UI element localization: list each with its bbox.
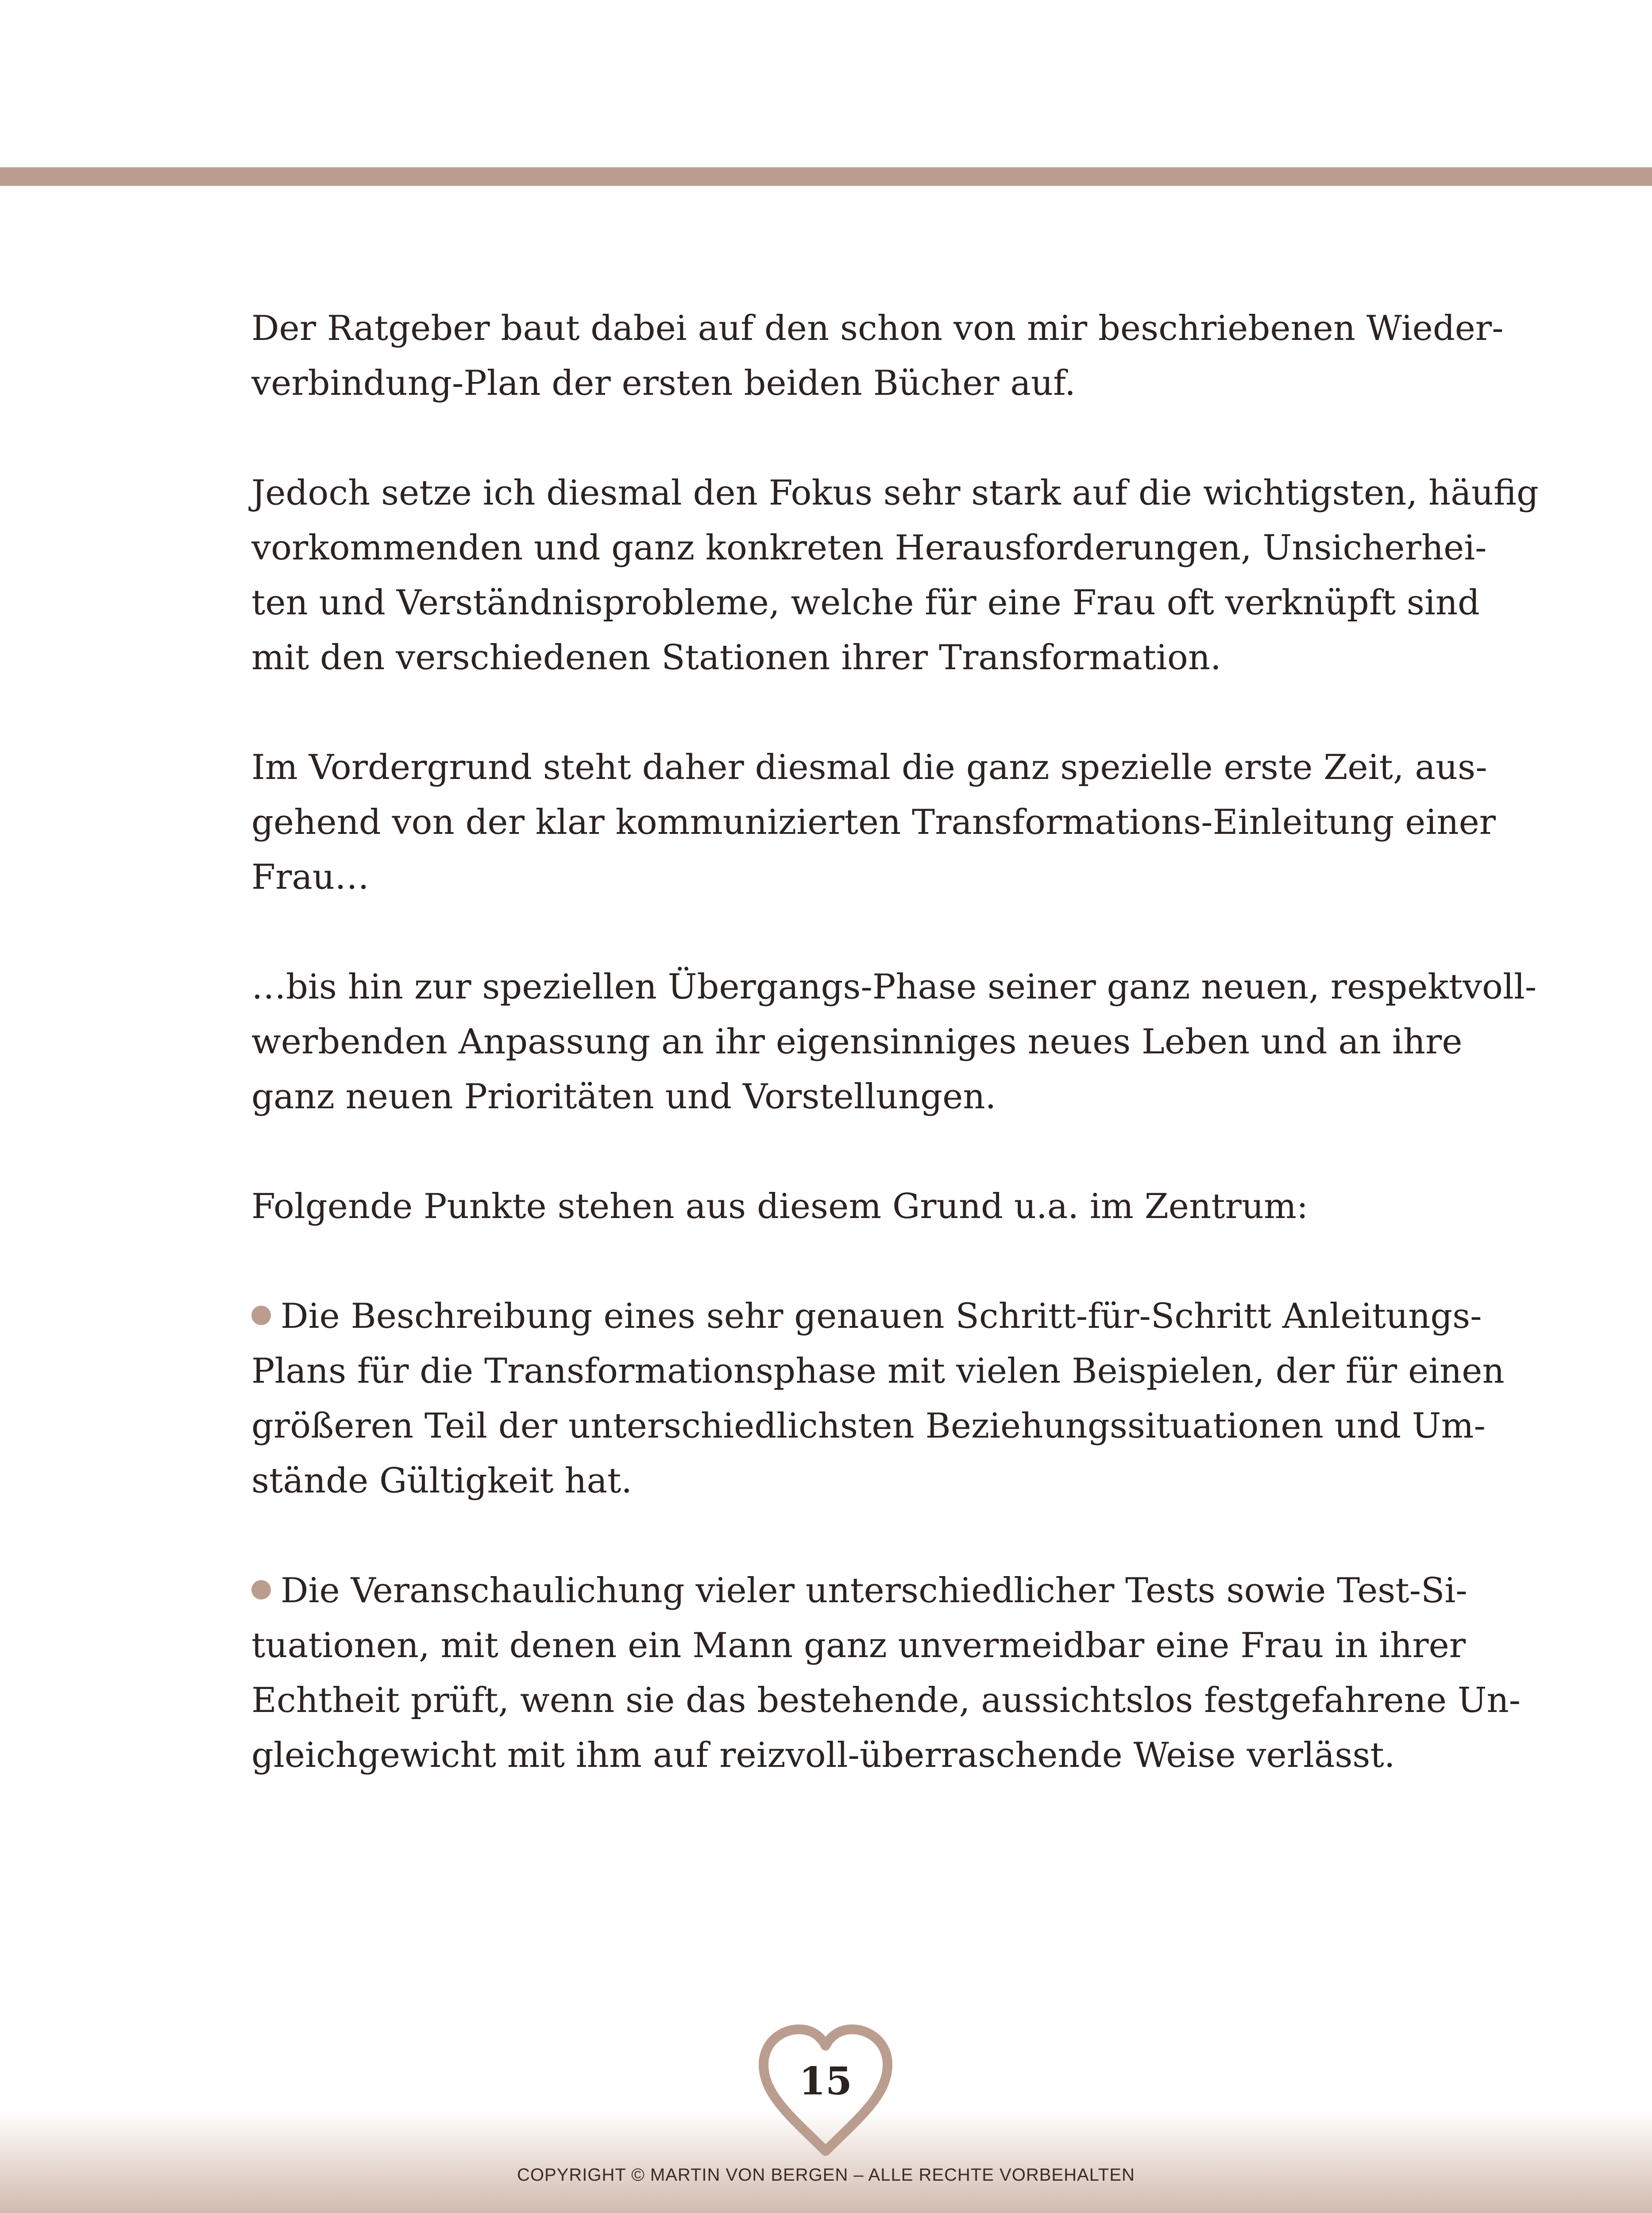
text-line: Frau…: [251, 857, 370, 897]
body-text: [251, 301, 1539, 1838]
text-line: stände Gültigkeit hat.: [251, 1461, 633, 1501]
text-line: größeren Teil der unterschiedlichsten Beziehungssituationen und Um-: [251, 1406, 1486, 1446]
top-divider: [0, 167, 1652, 186]
bullet-item: [251, 1289, 1505, 1508]
page-number: 15: [799, 2059, 852, 2104]
text-line: ganz neuen Prioritäten und Vorstellungen.: [251, 1077, 996, 1117]
text-line: tuationen, mit denen ein Mann ganz unvermeidbar eine Frau in ihrer: [251, 1626, 1466, 1666]
text-line: Der Ratgeber baut dabei auf den schon von mir beschriebenen Wieder-: [251, 308, 1504, 348]
text-line: …bis hin zur speziellen Übergangs-Phase seiner ganz neuen, respektvoll-: [251, 967, 1537, 1007]
text-line: Echtheit prüft, wenn sie das bestehende, aussichtslos festgefahrene Un-: [251, 1681, 1521, 1720]
text-line: vorkommenden und ganz konkreten Herausforderungen, Unsicherhei-: [251, 528, 1487, 568]
text-line: [251, 1289, 1482, 1344]
text-line: Plans für die Transformationsphase mit vielen Beispielen, der für einen: [251, 1351, 1505, 1391]
text-line: Jedoch setze ich diesmal den Fokus sehr stark auf die wichtigsten, häufig: [251, 473, 1539, 513]
text-line: Folgende Punkte stehen aus diesem Grund u.a. im Zentrum:: [251, 1187, 1308, 1226]
copyright-notice: COPYRIGHT © MARTIN VON BERGEN – ALLE RECHTE VORBEHALTEN: [517, 2165, 1135, 2185]
paragraph: [251, 960, 1537, 1124]
paragraph: [251, 301, 1504, 411]
text-line: [251, 1563, 1467, 1618]
bullet-text: Die Beschreibung eines sehr genauen Schritt-für-Schritt Anleitungs-: [281, 1296, 1482, 1336]
bullet-dot-icon: [251, 1306, 271, 1325]
paragraph: [251, 466, 1539, 685]
paragraph: [251, 1179, 1402, 1234]
text-line: gleichgewicht mit ihm auf reizvoll-überraschende Weise verlässt.: [251, 1735, 1395, 1775]
text-line: verbindung-Plan der ersten beiden Bücher auf.: [251, 363, 1076, 403]
bullet-item: [251, 1563, 1521, 1783]
bullet-dot-icon: [251, 1580, 271, 1600]
text-line: ten und Verständnisprobleme, welche für eine Frau oft verknüpft sind: [251, 583, 1480, 623]
text-line: werbenden Anpassung an ihr eigensinniges neues Leben und an ihre: [251, 1022, 1463, 1062]
paragraph: [251, 740, 1496, 905]
bullet-text: Die Veranschaulichung vieler unterschiedlicher Tests sowie Test-Si-: [281, 1571, 1467, 1611]
text-line: Im Vordergrund steht daher diesmal die ganz spezielle erste Zeit, aus-: [251, 748, 1487, 787]
text-line: gehend von der klar kommunizierten Transformations-Einleitung einer: [251, 802, 1496, 842]
text-line: mit den verschiedenen Stationen ihrer Transformation.: [251, 638, 1221, 678]
